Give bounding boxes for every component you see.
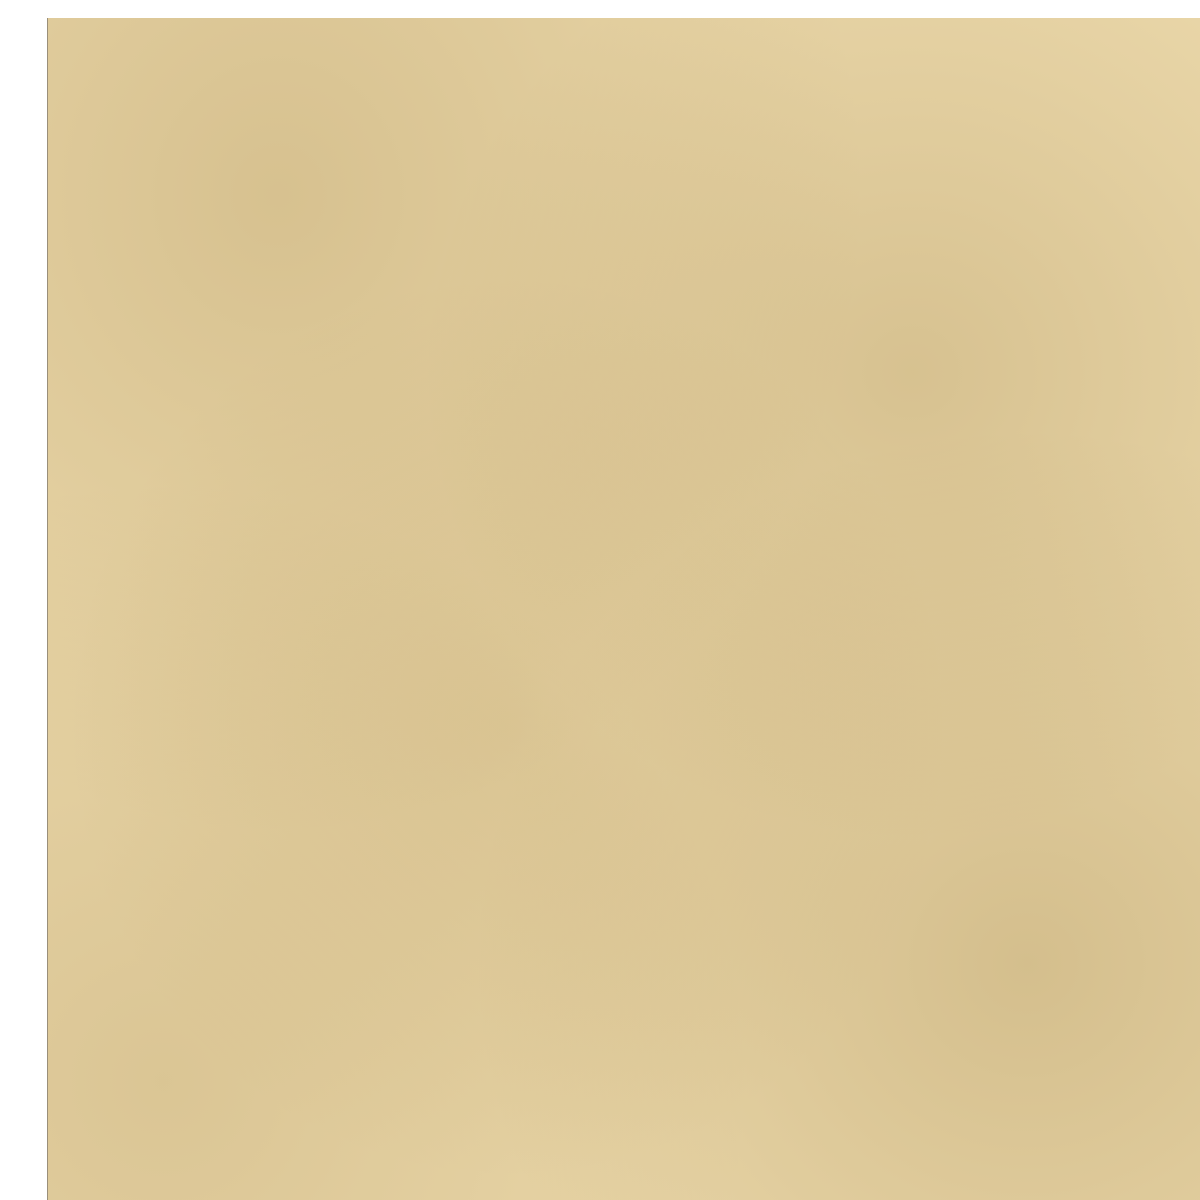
page-edge [47,18,48,1200]
menu-page [48,18,1200,1200]
